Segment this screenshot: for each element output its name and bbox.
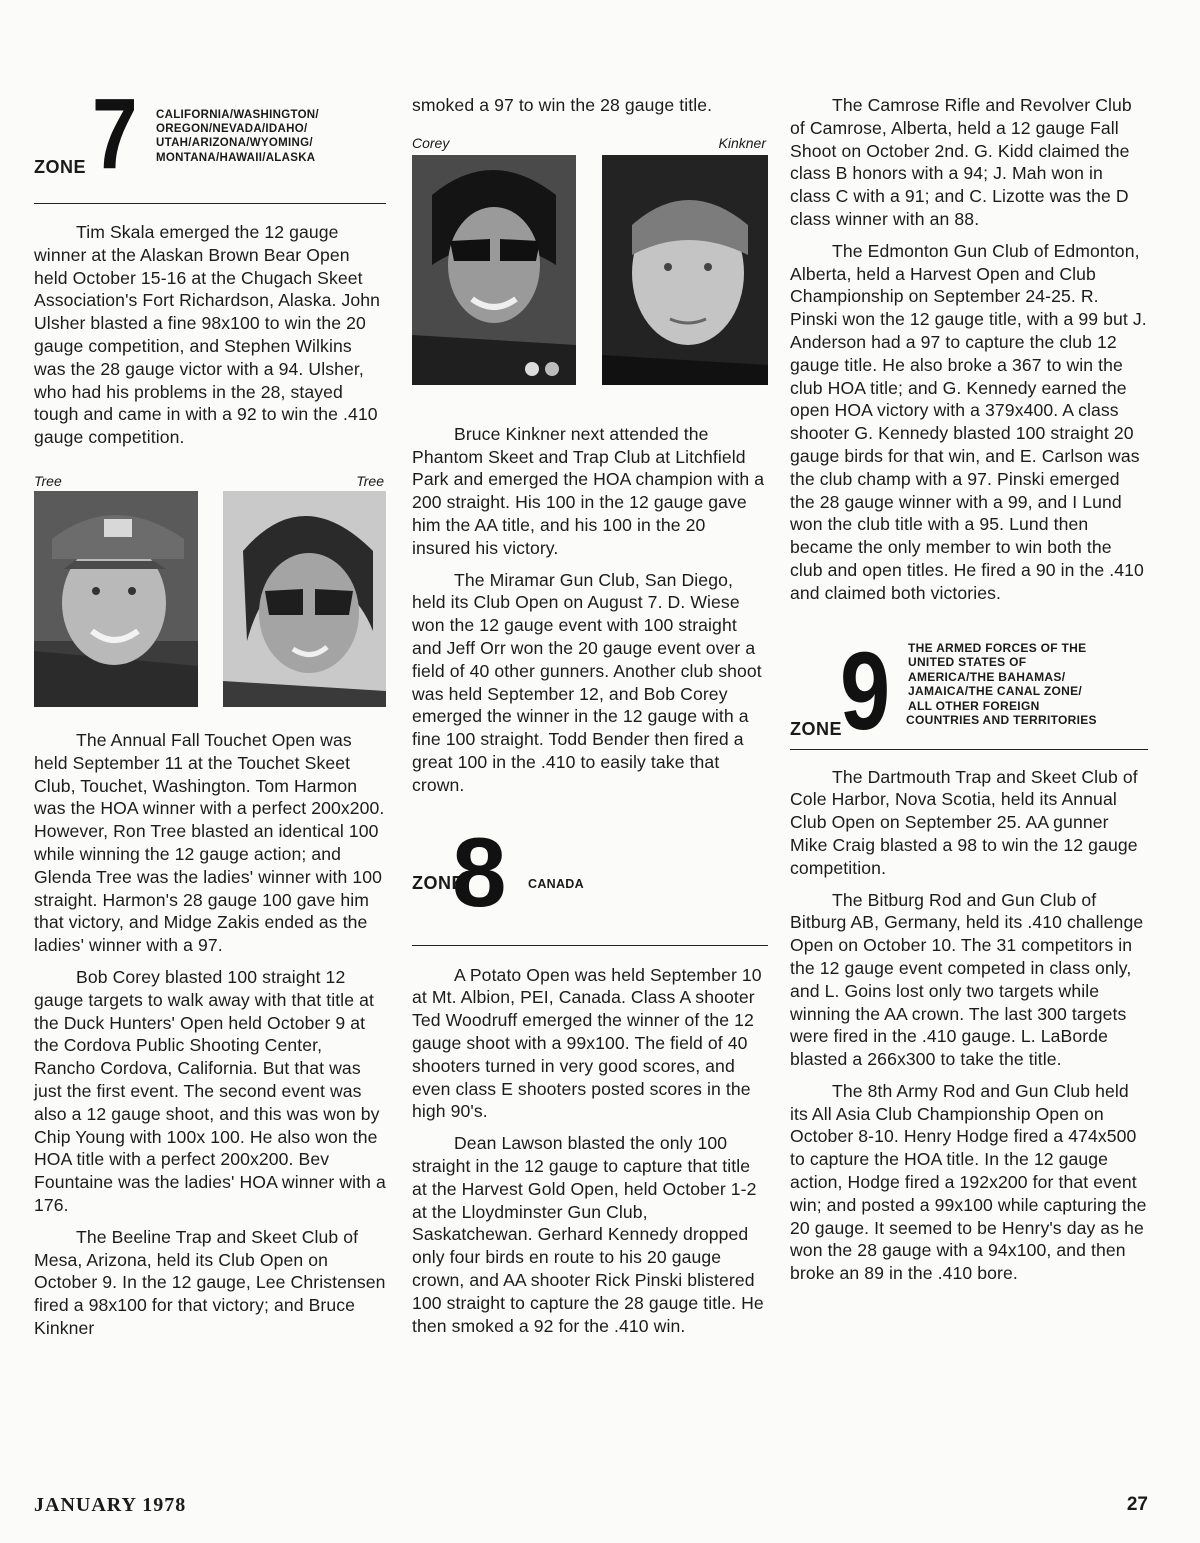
region-line: THE ARMED FORCES OF THE xyxy=(908,640,1087,655)
photo-bruce-kinkner xyxy=(602,155,768,385)
region-line: AMERICA/THE BAHAMAS/ xyxy=(908,669,1066,684)
region-line: JAMAICA/THE CANAL ZONE/ xyxy=(908,684,1083,699)
zone-regions xyxy=(908,641,1097,728)
zone-number: 8 xyxy=(452,816,507,927)
caption-tree-right: Tree xyxy=(356,472,384,489)
paragraph: The Edmonton Gun Club of Edmonton, Alberta, held a Harvest Open and Club Championship on September 24-25. R. Pinski won the 12 gauge title, with a 99 but J. Anderson had a 97 to capture the club 12 gauge title. He also broke a 367 to win the club HOA title; and G. Kennedy earned the open HOA victory with a 379x400. A class shooter G. Kennedy blasted 100 straight 20 gauge birds for that win, and E. Carlson was the club champ with a 97. Pinski emerged the 28 gauge winner with a 99, and I Lund won the club title with a 95. Lund then became the only member to win both the club and open titles. He fired a 90 in the .410 and claimed both victories. xyxy=(790,240,1147,603)
photo-pair-tree xyxy=(34,473,386,729)
zone-regions: CANADA xyxy=(528,876,584,891)
zone-7-header xyxy=(34,78,386,198)
column-3 xyxy=(790,90,1148,1285)
paragraph: The 8th Army Rod and Gun Club held its All Asia Club Championship Open on October 8-10. Henry Hodge fired a 474x500 to capture the HOA title. In the 12 gauge action, Hodge fired a 192x200 for that event win; and posted a 99x100 while capturing the 20 gauge. It seemed to be Henry's day as he won the 28 gauge with a 94x100, and then broke an 89 in the .410 bore. xyxy=(790,1080,1147,1284)
paragraph: Bob Corey blasted 100 straight 12 gauge targets to walk away with that title at the Duck Hunters' Open held October 9 at the Cordova Public Shooting Center, Rancho Cordova, California. But that was just the first event. The second event was also a 12 gauge shoot, and this was won by Chip Young with 100x 100. He also won the HOA title with a perfect 200x200. Bev Fountaine was the ladies' HOA winner with a 176. xyxy=(34,966,386,1215)
photo-pair-corey-kinkner xyxy=(412,135,768,415)
paragraph: The Dartmouth Trap and Skeet Club of Cole Harbor, Nova Scotia, held its Annual Club Open on September 25. AA gunner Mike Craig blasted a 98 to win the 12 gauge competition. xyxy=(790,766,1138,878)
photo-bob-corey xyxy=(412,155,576,385)
zone-regions xyxy=(156,108,319,165)
column-2 xyxy=(412,90,768,1337)
paragraph: Dean Lawson blasted the only 100 straight in the 12 gauge to capture that title at the Harvest Gold Open, held October 1-2 at the Lloydminster Gun Club, Saskatchewan. Gerhard Kennedy dropped only four birds en route to his 20 gauge crown, and AA shooter Rick Pinski blistered 100 straight to capture the 28 gauge title. He then smoked a 92 for the .410 win. xyxy=(412,1133,764,1336)
photo-glenda-tree xyxy=(223,491,386,707)
region-line: MONTANA/HAWAII/ALASKA xyxy=(156,151,316,164)
caption-corey: Corey xyxy=(412,134,450,151)
paragraph: The Miramar Gun Club, San Diego, held its Club Open on August 7. D. Wiese won the 12 gauge event with 100 straight and Jeff Orr won the 20 gauge event over a field of 40 other gunners. Another club shoot was held September 12, and Bob Corey emerged the winner in the 12 gauge with a fine 100 straight. Todd Bender then fired a great 100 in the .410 to easily take that crown. xyxy=(412,569,762,795)
region-line: UTAH/ARIZONA/WYOMING/ xyxy=(156,137,313,150)
zone-9-header xyxy=(790,629,1148,753)
page-number: 27 xyxy=(1126,1494,1148,1515)
paragraph: Tim Skala emerged the 12 gauge winner at the Alaskan Brown Bear Open held October 15-16 at the Chugach Skeet Association's Fort Richardson, Alaska. John Ulsher blasted a fine 98x100 to win the 20 gauge competition, and Stephen Wilkins was the 28 gauge victor with a 94. Ulsher, who had his problems in the 28, stayed tough and came in with a 92 to win the .410 gauge competition. xyxy=(34,222,381,448)
paragraph: Bruce Kinkner next attended the Phantom Skeet and Trap Club at Litchfield Park and emerged the HOA champion with a 200 straight. His 100 in the 12 gauge gave him the AA title, and his 100 in the 20 insured his victory. xyxy=(412,423,765,558)
paragraph: The Beeline Trap and Skeet Club of Mesa, Arizona, held its Club Open on October 9. In the 12 gauge, Lee Christensen fired a 98x100 for that victory; and Bruce Kinkner xyxy=(34,1226,386,1338)
column-1 xyxy=(34,78,386,1340)
zone-label: ZONE xyxy=(412,872,465,893)
caption-tree-left: Tree xyxy=(34,472,62,489)
region-line: COUNTRIES AND TERRITORIES xyxy=(906,713,1097,728)
region-line: UNITED STATES OF xyxy=(908,655,1027,670)
zone-8-header xyxy=(412,816,768,939)
paragraph: The Annual Fall Touchet Open was held September 11 at the Touchet Skeet Club, Touchet, Washington. Tom Harmon was the HOA winner with a perfect 200x200. However, Ron Tree blasted an identical 100 while winning the 12 gauge action; and Glenda Tree was the ladies' winner with 100 straight. Harmon's 28 gauge 100 gave him that victory, and Midge Zakis ended as the ladies' winner with a 97. xyxy=(34,729,385,956)
photo-ron-tree xyxy=(34,491,198,707)
paragraph: The Bitburg Rod and Gun Club of Bitburg AB, Germany, held its .410 challenge Open on October 10. The 31 competitors in the 12 gauge event competed in class only, and L. Goins lost only two targets while winning the AA crown. The last 300 targets were fired in the .410 gauge. L. LaBorde blasted a 266x300 to take the title. xyxy=(790,889,1144,1070)
paragraph-continued: smoked a 97 to win the 28 gauge title. xyxy=(412,95,713,115)
zone-number: 9 xyxy=(840,629,891,753)
zone-number: 7 xyxy=(92,78,138,190)
region-line: CALIFORNIA/WASHINGTON/ xyxy=(156,109,319,121)
zone-label: ZONE xyxy=(34,157,87,177)
region-line: OREGON/NEVADA/IDAHO/ xyxy=(156,123,308,136)
caption-kinkner: Kinkner xyxy=(718,134,766,151)
paragraph: The Camrose Rifle and Revolver Club of Camrose, Alberta, held a 12 gauge Fall Shoot on October 2nd. G. Kidd claimed the class B honors with a 94; J. Mah won in class C with a 91; and C. Lizotte was the D class winner with an 88. xyxy=(790,95,1132,229)
region-line: ALL OTHER FOREIGN xyxy=(908,698,1040,713)
zone-label: ZONE xyxy=(790,718,843,739)
paragraph: A Potato Open was held September 10 at Mt. Albion, PEI, Canada. Class A shooter Ted Woodruff emerged the winner of the 12 gauge shoot with a 99x100. The field of 40 shooters turned in very good scores, and even class E shooters posted scores in the high 90's. xyxy=(412,964,762,1122)
issue-date: JANUARY 1978 xyxy=(34,1494,187,1516)
